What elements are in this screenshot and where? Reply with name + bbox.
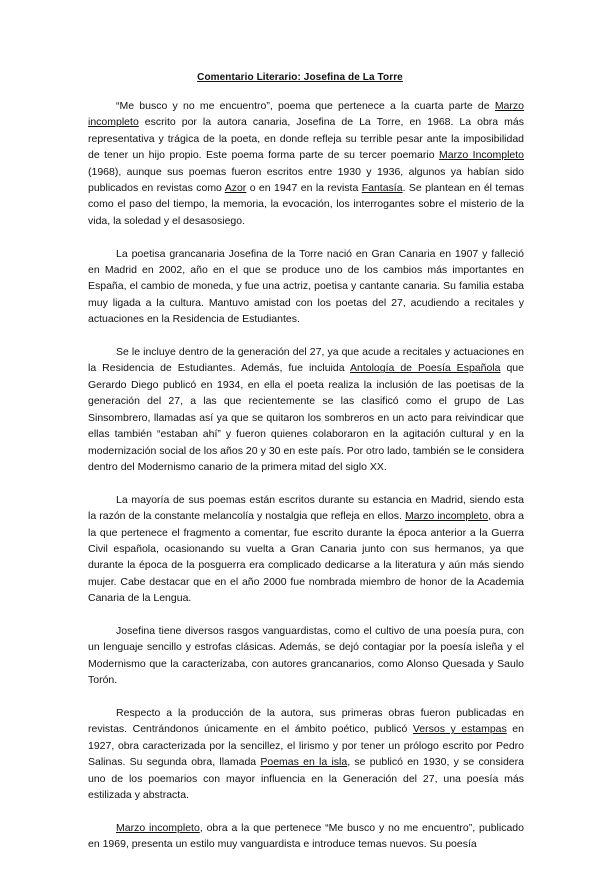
text-run: Respecto a la producción de la autora, sus primeras obras fueron publicadas en revistas. Centrándonos únicamente en el ámbito poético, publicó: [88, 706, 524, 736]
text-run: que Gerardo Diego publicó en 1934, en ella el poeta realiza la inclusión de las poetisas de la generación del 27, a las que recientemente se las clasificó como el grupo de Las Sinsombrero, llamadas así ya que se quitaron los sombreros en un acto para reivindicar que ellas también “estaban ahí” y fueron quienes colaboraron en la agitación cultural y en la modernización social de los años 20 y 30 en este país. Por otro lado, también se le considera dentro del Modernismo canario de la primera mitad del siglo XX.: [88, 362, 524, 473]
underlined-title: Marzo incompleto: [88, 100, 524, 129]
text-run: “Me busco y no me encuentro”, poema que pertenece a la cuarta parte de: [116, 100, 495, 112]
text-run: en 1927, obra caracterizada por la sencillez, el lirismo y por tener un prólogo escrito por Pedro Salinas. Su segunda obra, llamada: [88, 723, 524, 769]
text-run: . Se plantean en él temas como el paso del tiempo, la memoria, la evocación, los interrogantes sobre el misterio de la vida, la soledad y el desasosiego.: [88, 182, 524, 227]
document-title: Comentario Literario: Josefina de La Torre: [197, 72, 403, 83]
text-run: , obra a la que pertenece el fragmento a comentar, fue escrito durante la época anterior a la Guerra Civil española, ocasionando su vuelta a Gran Canaria junto con sus hermanos, ya que durante la época de la posguerra era complicado dedicarse a la literatura y aún más siendo mujer. Cabe destacar que en el año 2000 fue nombrada miembro de honor de la Academia Canaria de la Lengua.: [88, 510, 524, 605]
paragraph: [88, 623, 524, 689]
text-run: La poetisa grancanaria Josefina de la Torre nació en Gran Canaria en 1907 y falleció en Madrid en 2002, año en el que se produce uno de los cambios más importantes en España, el cambio de moneda, y fue una actriz, poetisa y cantante canaria. Su familia estaba muy ligada a la cultura. Mantuvo amistad con los poetas del 27, acudiendo a recitales y actuaciones en la Residencia de Estudiantes.: [88, 247, 524, 326]
underlined-title: Fantasía: [361, 182, 403, 195]
text-run: (1968), aunque sus poemas fueron escritos entre 1930 y 1936, algunos ya habían sido publicados en revistas como: [88, 165, 524, 195]
underlined-title: Marzo incompleto: [405, 510, 489, 523]
underlined-title: Marzo Incompleto: [439, 149, 525, 162]
text-run: La mayoría de sus poemas están escritos durante su estancia en Madrid, siendo esta la razón de la constante melancolía y nostalgia que refleja en ellos.: [88, 493, 524, 523]
paragraph: [88, 344, 524, 475]
text-run: , obra a la que pertenece “Me busco y no me encuentro”, publicado en 1969, presenta un estilo muy vanguardista e introduce temas nuevos. Su poesía: [88, 821, 524, 851]
paragraph: [88, 98, 524, 229]
text-run: , se publicó en 1930, y se considera uno de los poemarios con mayor influencia en la Generación del 27, una poesía más estilizada y abstracta.: [88, 756, 524, 801]
underlined-title: Versos y estampas: [412, 723, 507, 736]
text-run: Josefina tiene diversos rasgos vanguardistas, como el cultivo de una poesía pura, con un lenguaje sencillo y estrofas clásicas. Además, se dejó contagiar por la poesía isleña y el Modernismo que la caracterizaba, con autores grancanarios, como Alonso Quesada y Saulo Torón.: [88, 624, 524, 687]
paragraph: [88, 492, 524, 607]
text-run: escrito por la autora canaria, Josefina de La Torre, en 1968. La obra más representativa y trágica de la poeta, en donde refleja su terrible pesar ante la imposibilidad de tener un hijo propio. Este poema forma parte de su tercer poemario: [88, 116, 524, 162]
underlined-title: Marzo incompleto: [116, 821, 200, 834]
paragraph: [88, 705, 524, 803]
underlined-title: Poemas en la isla: [260, 756, 348, 769]
document-body: [88, 98, 524, 869]
text-run: o en 1947 en la revista: [246, 182, 362, 195]
paragraph: [88, 246, 524, 328]
underlined-title: Antología de Poesía Española: [349, 362, 501, 375]
text-run: Se le incluye dentro de la generación del 27, ya que acude a recitales y actuaciones en la Residencia de Estudiantes. Además, fue incluida: [88, 346, 524, 375]
underlined-title: Azor: [224, 182, 247, 195]
